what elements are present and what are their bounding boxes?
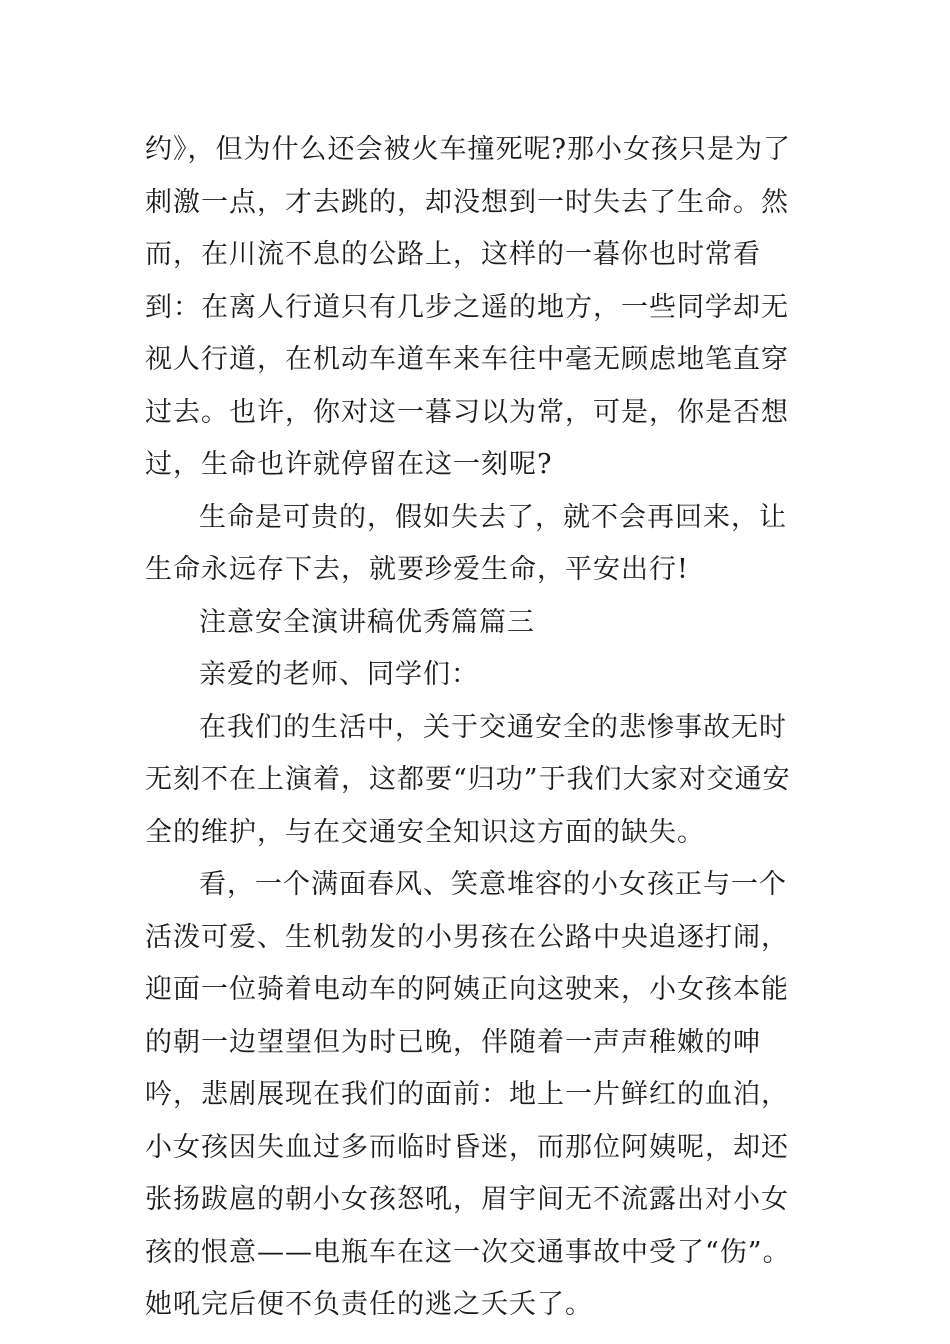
document-body bbox=[145, 124, 810, 1332]
paragraph-6: 看，一个满面春风、笑意堆容的小女孩正与一个活泼可爱、生机勃发的小男孩在公路中央追逐打闹，迎面一位骑着电动车的阿姨正向这驶来，小女孩本能的朝一边望望但为时已晚，伴随着一声声稚嫩的呻吟，悲剧展现在我们的面前：地上一片鲜红的血泊，小女孩因失血过多而临时昏迷，而那位阿姨呢，却还张扬跋扈的朝小女孩怒吼，眉宇间无不流露出对小女孩的恨意——电瓶车在这一次交通事故中受了“伤”。她吼完后便不负责任的逃之夭夭了。 bbox=[145, 869, 791, 1320]
salutation: 亲爱的老师、同学们： bbox=[199, 659, 479, 690]
paragraph-2: 生命是可贵的，假如失去了，就不会再回来，让生命永远存下去，就要珍爱生命，平安出行! bbox=[145, 501, 787, 585]
paragraph-1: 约》，但为什么还会被火车撞死呢?那小女孩只是为了刺激一点，才去跳的，却没想到一时失去了生命。然而，在川流不息的公路上，这样的一暮你也时常看到：在离人行道只有几步之遥的地方，一些同学却无视人行道，在机动车道车来车往中毫无顾虑地笔直穿过去。也许，你对这一暮习以为常，可是，你是否想过，生命也许就停留在这一刻呢? bbox=[145, 134, 791, 480]
section-heading: 注意安全演讲稿优秀篇篇三 bbox=[199, 606, 535, 638]
paragraph-5: 在我们的生活中，关于交通安全的悲惨事故无时无刻不在上演着，这都要“归功”于我们大家对交通安全的维护，与在交通安全知识这方面的缺失。 bbox=[145, 711, 791, 848]
